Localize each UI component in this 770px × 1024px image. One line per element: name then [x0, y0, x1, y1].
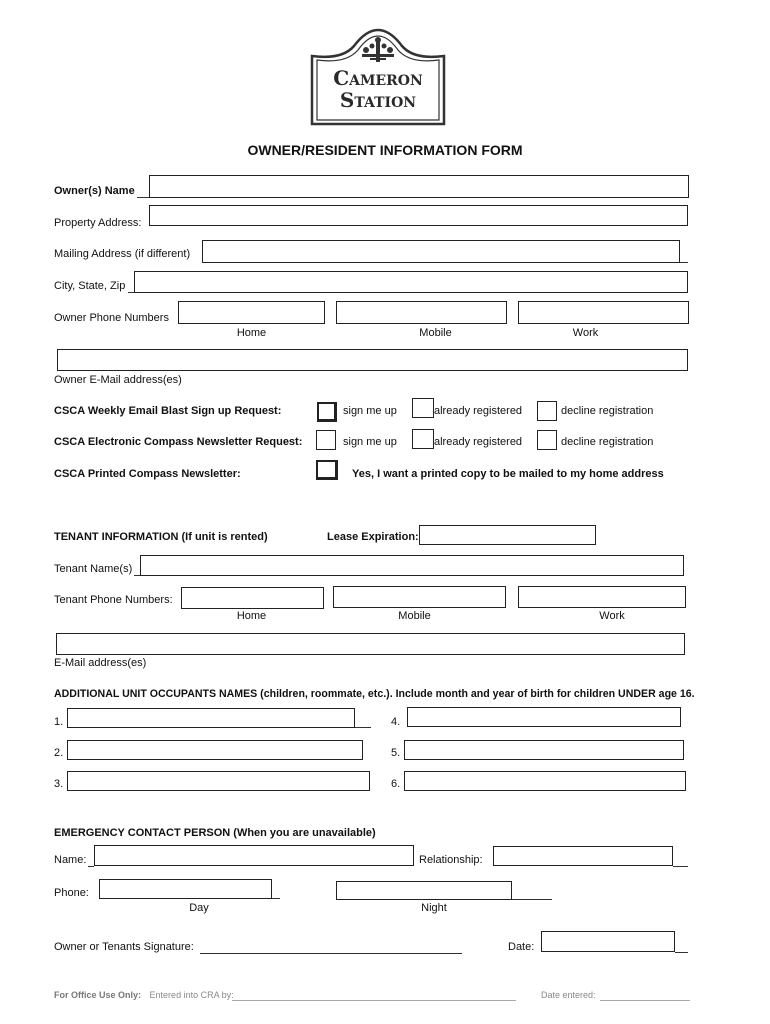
- tenant-phone-mobile-field[interactable]: [333, 586, 506, 608]
- owner-phone-mobile-caption: Mobile: [419, 327, 452, 339]
- compass-sign-me-up-label: sign me up: [343, 436, 397, 448]
- csca-weekly-label: CSCA Weekly Email Blast Sign up Request:: [54, 405, 282, 417]
- emergency-phone-night-field[interactable]: [336, 881, 512, 900]
- occupants-heading: ADDITIONAL UNIT OCCUPANTS NAMES (children, roommate, etc.). Include month and year of birth for children UNDER age 16.: [54, 688, 695, 700]
- tenant-phone-home-caption: Home: [236, 610, 267, 622]
- occupant-6-field[interactable]: [404, 771, 686, 791]
- occupant-1-number: 1.: [54, 716, 64, 728]
- date-entered-label: Date entered:: [541, 990, 596, 1000]
- csca-compass-label: CSCA Electronic Compass Newsletter Request:: [54, 436, 303, 448]
- occupant-1-field[interactable]: [67, 708, 355, 728]
- tenant-section-label: TENANT INFORMATION (If unit is rented): [54, 531, 268, 543]
- weekly-decline-label: decline registration: [561, 405, 654, 417]
- emergency-phone-day-field[interactable]: [99, 879, 272, 899]
- entered-into-cra-line[interactable]: [232, 1000, 516, 1001]
- weekly-sign-me-up-label: sign me up: [343, 405, 397, 417]
- emergency-day-caption: Day: [189, 902, 209, 914]
- compass-sign-me-up-checkbox[interactable]: [316, 430, 336, 450]
- printed-copy-checkbox[interactable]: [316, 460, 338, 480]
- owner-email-field[interactable]: [57, 349, 688, 371]
- tenant-phone-work-field[interactable]: [518, 586, 686, 608]
- cameron-station-logo: [308, 26, 448, 126]
- owner-phone-work-field[interactable]: [518, 301, 689, 324]
- signature-line[interactable]: [200, 953, 462, 954]
- printed-copy-label: Yes, I want a printed copy to be mailed to my home address: [352, 468, 664, 480]
- lease-expiration-label: Lease Expiration:: [327, 531, 419, 543]
- mailing-address-field[interactable]: [202, 240, 680, 263]
- tenant-names-field[interactable]: [140, 555, 684, 576]
- emergency-name-field[interactable]: [94, 845, 414, 866]
- owner-email-label: Owner E-Mail address(es): [54, 374, 182, 386]
- csca-printed-label: CSCA Printed Compass Newsletter:: [54, 468, 241, 480]
- weekly-already-registered-checkbox[interactable]: [412, 398, 434, 418]
- occupant-4-field[interactable]: [407, 707, 681, 727]
- occupant-5-field[interactable]: [404, 740, 684, 760]
- owner-name-label: Owner(s) Name: [54, 185, 135, 197]
- emergency-heading: EMERGENCY CONTACT PERSON (When you are unavailable): [54, 827, 376, 839]
- tenant-names-label: Tenant Name(s): [54, 563, 133, 575]
- tenant-email-field[interactable]: [56, 633, 685, 655]
- occupant-5-number: 5.: [391, 747, 401, 759]
- entered-into-cra-label: Entered into CRA by:: [149, 990, 234, 1000]
- occupant-2-field[interactable]: [67, 740, 363, 760]
- property-address-label: Property Address:: [54, 217, 142, 229]
- lease-expiration-field[interactable]: [419, 525, 596, 545]
- logo-text-cameron: Cameron: [333, 66, 423, 90]
- owner-phone-home-caption: Home: [236, 327, 267, 339]
- mailing-address-label: Mailing Address (if different): [54, 248, 191, 260]
- owner-phone-home-field[interactable]: [178, 301, 325, 324]
- city-state-zip-field[interactable]: [134, 271, 688, 293]
- owner-phone-work-caption: Work: [572, 327, 599, 339]
- compass-decline-checkbox[interactable]: [537, 430, 557, 450]
- signature-label: Owner or Tenants Signature:: [54, 941, 194, 953]
- property-address-field[interactable]: [149, 205, 688, 226]
- date-entered-line[interactable]: [600, 1000, 690, 1001]
- tenant-phone-label: Tenant Phone Numbers:: [54, 594, 173, 606]
- compass-already-registered-label: already registered: [434, 436, 523, 448]
- weekly-decline-checkbox[interactable]: [537, 401, 557, 421]
- occupant-3-number: 3.: [54, 778, 64, 790]
- form-title: OWNER/RESIDENT INFORMATION FORM: [247, 142, 523, 158]
- emergency-night-caption: Night: [421, 902, 447, 914]
- tenant-email-label: E-Mail address(es): [54, 657, 147, 669]
- occupant-4-number: 4.: [391, 716, 401, 728]
- city-state-zip-label: City, State, Zip: [54, 280, 126, 292]
- tenant-phone-mobile-caption: Mobile: [398, 610, 431, 622]
- office-use-label: For Office Use Only:: [54, 990, 142, 1000]
- occupant-3-field[interactable]: [67, 771, 370, 791]
- owner-name-field[interactable]: [149, 175, 689, 198]
- tenant-phone-home-field[interactable]: [181, 587, 324, 609]
- emergency-phone-label: Phone:: [54, 887, 89, 899]
- occupant-2-number: 2.: [54, 747, 64, 759]
- compass-decline-label: decline registration: [561, 436, 654, 448]
- weekly-sign-me-up-checkbox[interactable]: [317, 402, 337, 422]
- compass-already-registered-checkbox[interactable]: [412, 429, 434, 449]
- owner-phone-mobile-field[interactable]: [336, 301, 507, 324]
- relationship-field[interactable]: [493, 846, 673, 866]
- logo-text-station: Station: [339, 88, 417, 112]
- date-label: Date:: [508, 941, 535, 953]
- owner-phone-label: Owner Phone Numbers: [54, 312, 169, 324]
- emergency-name-label: Name:: [54, 854, 87, 866]
- occupant-6-number: 6.: [391, 778, 401, 790]
- weekly-already-registered-label: already registered: [434, 405, 523, 417]
- tenant-phone-work-caption: Work: [599, 610, 625, 622]
- date-field[interactable]: [541, 931, 675, 952]
- relationship-label: Relationship:: [419, 854, 483, 866]
